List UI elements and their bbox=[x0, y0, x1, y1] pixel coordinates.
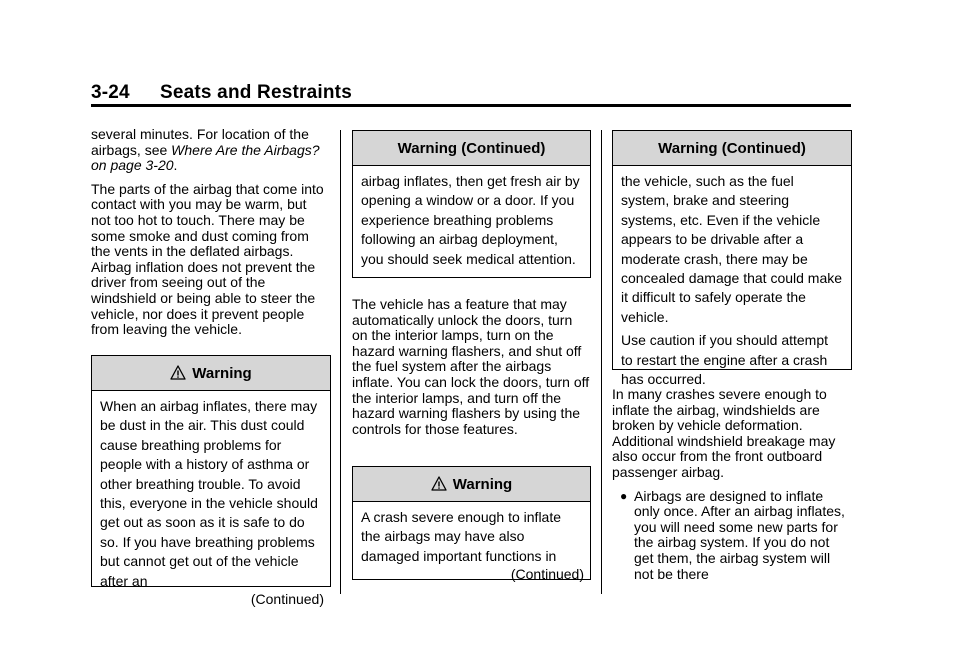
warning-text: the vehicle, such as the fuel system, brake and steering systems, etc. Even if the vehicle appears to be drivable after a moderate crash, there may be concealed damage that could make it difficult to safely operate the vehicle. bbox=[621, 173, 843, 325]
warning-continued-box bbox=[352, 130, 591, 278]
warning-body bbox=[92, 391, 330, 591]
warning-text: Use caution if you should attempt to restart the engine after a crash has occurred. bbox=[621, 332, 829, 388]
page-number: 3-24 bbox=[91, 82, 130, 103]
column-divider-1 bbox=[340, 130, 341, 594]
bullet-text: Airbags are designed to inflate only once. After an airbag inflates, you will need some new parts for the airbag system. If you do not get them, the airbag system will not be there bbox=[634, 487, 845, 582]
warning-box bbox=[352, 466, 591, 583]
paragraph bbox=[91, 127, 329, 174]
paragraph: The parts of the airbag that come into contact with you may be warm, but not too hot to touch. There may be some smoke and dust coming from the vents in the deflated airbags. Airbag inflation does not prevent the driver from seeing out of the windshield or being able to steer the vehicle, nor does it prevent people from leaving the vehicle. bbox=[91, 180, 324, 338]
column-1 bbox=[91, 127, 329, 338]
column-divider-2 bbox=[601, 130, 602, 594]
continued-label: (Continued) bbox=[510, 566, 584, 583]
warning-continued-header: Warning (Continued) bbox=[353, 131, 590, 166]
warning-continued-box bbox=[612, 130, 852, 388]
warning-text: When an airbag inflates, there may be dust in the air. This dust could cause breathing problems for people with a history of asthma or other breathing trouble. To avoid this, everyone in the vehicle should get out as soon as it is safe to do so. If you have breathing problems but cannot get out of the vehicle after an bbox=[100, 398, 318, 589]
bullet-icon: ● bbox=[620, 488, 628, 503]
bullet-item bbox=[612, 489, 852, 583]
warning-continued-body bbox=[353, 166, 590, 269]
warning-triangle-icon bbox=[170, 365, 186, 381]
warning-text: A crash severe enough to inflate the airbags may have also damaged important functions in bbox=[361, 509, 562, 564]
paragraph: In many crashes severe enough to inflate the airbag, windshields are broken by vehicle deformation. Additional windshield breakage may also occur from the front outboard passenger airbag. bbox=[612, 386, 836, 480]
section-title: Seats and Restraints bbox=[160, 82, 352, 103]
warning-continued-header: Warning (Continued) bbox=[613, 131, 851, 166]
warning-text: airbag inflates, then get fresh air by opening a window or a door. If you experience breathing problems following an airbag deployment, you should seek medical attention. bbox=[361, 173, 580, 267]
warning-header bbox=[353, 467, 590, 502]
paragraph: The vehicle has a feature that may automatically unlock the doors, turn on the interior lamps, turn on the hazard warning flashers, and shut off the fuel system after the airbags inflate. You can lock the doors, turn off the interior lamps, and turn off the hazard warning flashers by using the controls for those features. bbox=[352, 296, 590, 437]
warning-header bbox=[92, 356, 330, 391]
text: . bbox=[173, 157, 178, 174]
header-rule bbox=[91, 104, 851, 107]
column-2 bbox=[352, 297, 590, 437]
column-3 bbox=[612, 387, 852, 582]
warning-title: Warning bbox=[192, 364, 252, 382]
page-header bbox=[91, 82, 851, 104]
cross-reference-link[interactable]: Where Are the Airbags? on page 3-20 bbox=[91, 141, 320, 174]
continued-label: (Continued) bbox=[250, 591, 324, 608]
text: several minutes. For location of the airbags, see bbox=[91, 126, 309, 158]
warning-box bbox=[91, 355, 331, 608]
warning-continued-body bbox=[613, 166, 851, 389]
warning-title: Warning bbox=[452, 475, 513, 493]
warning-body bbox=[353, 502, 590, 566]
warning-triangle-icon bbox=[431, 476, 447, 492]
